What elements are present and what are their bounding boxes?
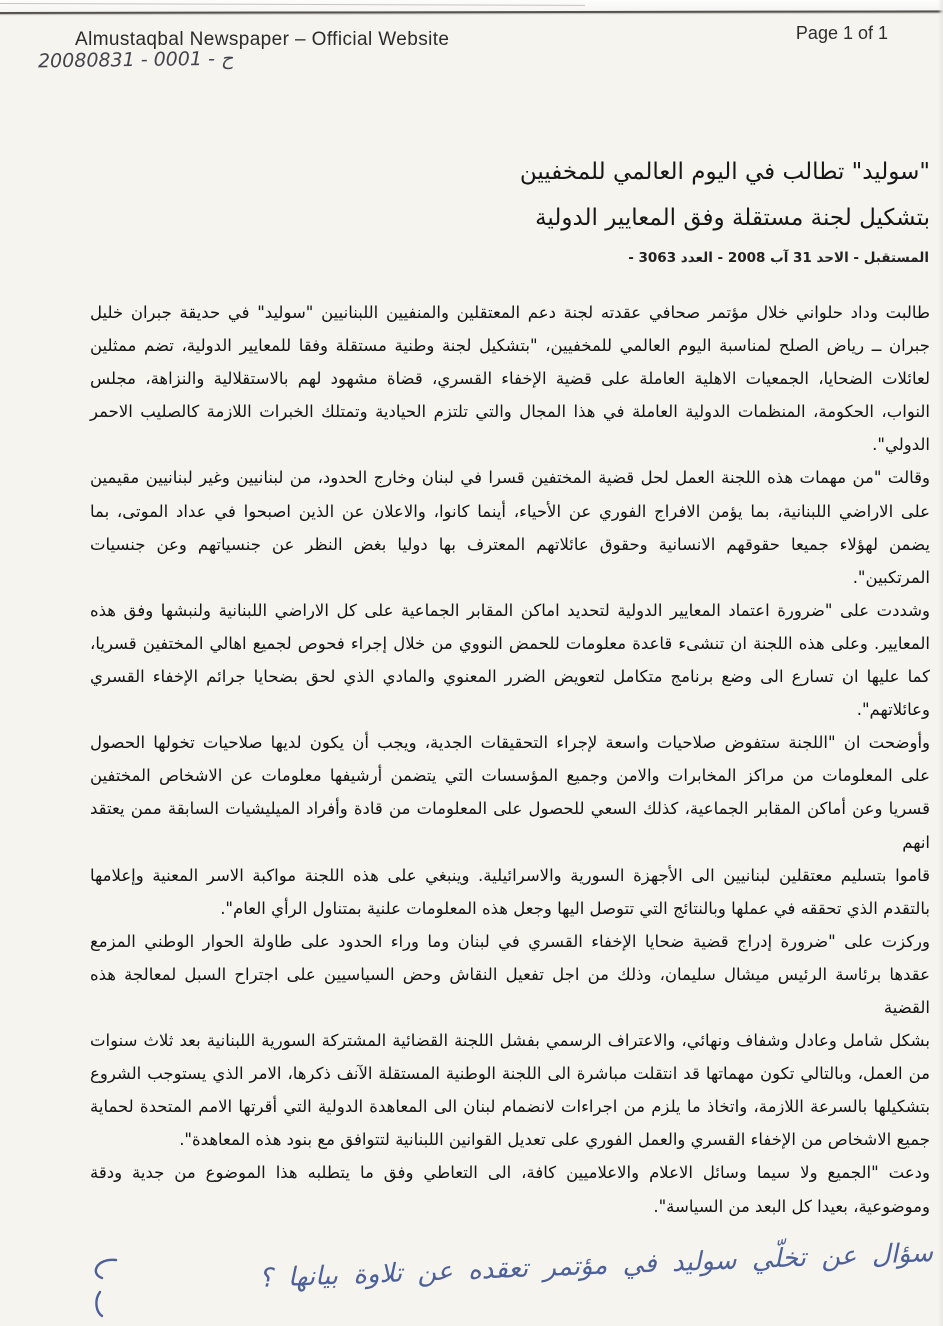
body-line: لعائلات الضحايا، الجمعيات الاهلية العاملة على قضية الإخفاء القسري، قضاة مشهود لهم بالاستقلالية والنزاهة، مجلس [90,369,930,389]
body-line: طالبت وداد حلواني خلال مؤتمر صحافي عقدته لجنة دعم المعتقلين والمنفيين اللبنانيين "سوليد" في حديقة جبران خليل [90,303,930,322]
paragraph [90,461,930,593]
handwritten-archive-id: 20080831 - 0001 - ح [37,47,234,73]
body-line: من العمل، وبالتالي تكون مهماتها قد انتقلت مباشرة الى اللجنة الوطنية المستقلة الآنف ذكرها، الامر الذي يستوجب الشروع [90,1064,930,1084]
scanner-edge-line [0,10,943,14]
page-right-shadow [938,0,943,1326]
article-title-line2: بتشكيل لجنة مستقلة وفق المعايير الدولية [535,205,930,231]
body-line: قسريا وعن أماكن المقابر الجماعية، كذلك السعي للحصول على المعلومات من قادة وأفراد الميليشيات السابقة ممن يعتقد انهم [90,799,930,852]
pen-stroke-flourish [86,1258,126,1318]
article-title [520,149,930,241]
paragraph [90,925,930,1157]
body-line: ودعت "الجميع ولا سيما وسائل الاعلام والاعلاميين كافة، الى التعاطي وفق ما يتطلبه هذا الموضوع من جدية ودقة [90,1163,930,1183]
body-line: بتشكيلها بالسرعة اللازمة، واتخاذ ما يلزم من اجراءات لانضمام لبنان الى المعاهدة الدولية التي أقرتها الامم المتحدة لحماية [90,1097,930,1117]
body-line: بشكل شامل وعادل وشفاف ونهائي، والاعتراف الرسمي بفشل اللجنة القضائية المشتركة السورية اللبنانية بعد ثلاث سنوات [90,1031,930,1051]
page-count: Page 1 of 1 [795,23,888,43]
paragraph [90,296,930,461]
article-body [90,296,930,1223]
body-line: بالتقدم الذي تحققه في عملها وبالنتائج التي تتوصل اليها وجعل هذه المعلومات علنية بمتناول الرأي العام". [220,898,930,918]
body-line: النواب، الحكومة، المنظمات الدولية العاملة في هذا المجال والتي تلتزم الحيادية وتمتلك الخبرات اللازمة كالصليب الاحمر [90,402,930,422]
body-line: على المعلومات من مراكز المخابرات والامن وجميع المؤسسات التي يتضمن أرشيفها معلومات عن الاشخاص المختفين [90,766,930,786]
body-line: المرتكبين". [852,567,930,587]
body-line: يضمن لهؤلاء جميعا حقوقهم الانسانية وحقوق عائلاتهم المعترف بها دوليا بغض النظر عن جنسياتهم وعن جنسيات [90,534,930,554]
body-line: كما عليها ان تسارع الى وضع برنامج متكامل لتعويض الضرر المعنوي والمادي الذي لحق بضحايا جرائم الإخفاء القسري [90,667,930,687]
header-title: Almustaqbal Newspaper – Official Website [75,29,450,50]
body-line: الدولي". [872,435,930,455]
article-title-line1: "سوليد" تطالب في اليوم العالمي للمخفيين [519,159,930,185]
paragraph [90,1156,930,1222]
paragraph [90,726,930,925]
body-line: المعايير. وعلى هذه اللجنة ان تنشىء قاعدة معلومات للحمض النووي من خلال إجراء فحوص لجميع اهالي المختفين قسريا، [90,633,930,653]
body-line: جبران ــ رياض الصلح لمناسبة اليوم العالمي للمخفيين، "بتشكيل لجنة وطنية مستقلة وفقا للمعايير الدولية، تضم ممثلين [90,336,930,356]
body-line: وموضوعية، بعيدا كل البعد من السياسة". [653,1196,930,1216]
body-line: وشددت على "ضرورة اعتماد المعايير الدولية لتحديد اماكن المقابر الجماعية على كل الاراضي اللبنانية ولنبشها وفق هذه [90,600,930,620]
handwritten-note: سؤال عن تخلّي سوليد في مؤتمر تعقده عن تلاوة بيانها ؟ [258,1238,934,1294]
body-line: وركزت على "ضرورة إدراج قضية ضحايا الإخفاء القسري في لبنان وما وراء الحدود على طاولة الحوار الوطني المزمع [90,931,930,951]
body-line: وقالت "من مهمات هذه اللجنة العمل لحل قضية المختفين قسرا في لبنان وخارج الحدود، من لبنانيين وغير لبنانيين مقيمين [90,468,930,488]
body-line: وأوضحت ان "اللجنة ستفوض صلاحيات واسعة لإجراء التحقيقات الجدية، ويجب أن يكون لديها صلاحيات تخولها الحصول [90,733,930,753]
article-dateline: المستقبل - الاحد 31 آب 2008 - العدد 3063 - [628,250,929,266]
body-line: عقدها برئاسة الرئيس ميشال سليمان، وذلك من اجل تفعيل النقاش وحض السياسيين على اجتراح السبل لمعالجة هذه القضية [90,964,930,1017]
body-line: جميع الاشخاص من الإخفاء القسري والعمل الفوري على تعديل القوانين اللبنانية لتتوافق مع بنود هذه المعاهدة". [179,1130,930,1150]
paragraph [90,594,930,726]
body-line: وعائلاتهم". [856,700,930,720]
body-line: قاموا بتسليم معتقلين لبنانيين الى الأجهزة السورية والاسرائيلية. وينبغي على هذه اللجنة مواكبة الاسر المعنية وإعلامها [90,865,930,885]
body-line: على الاراضي اللبنانية، بما يؤمن الافراج الفوري عن الأحياء، أينما كانوا، والاعلان عن الذين اصبحوا في عداد الموتى، بما [90,501,930,521]
